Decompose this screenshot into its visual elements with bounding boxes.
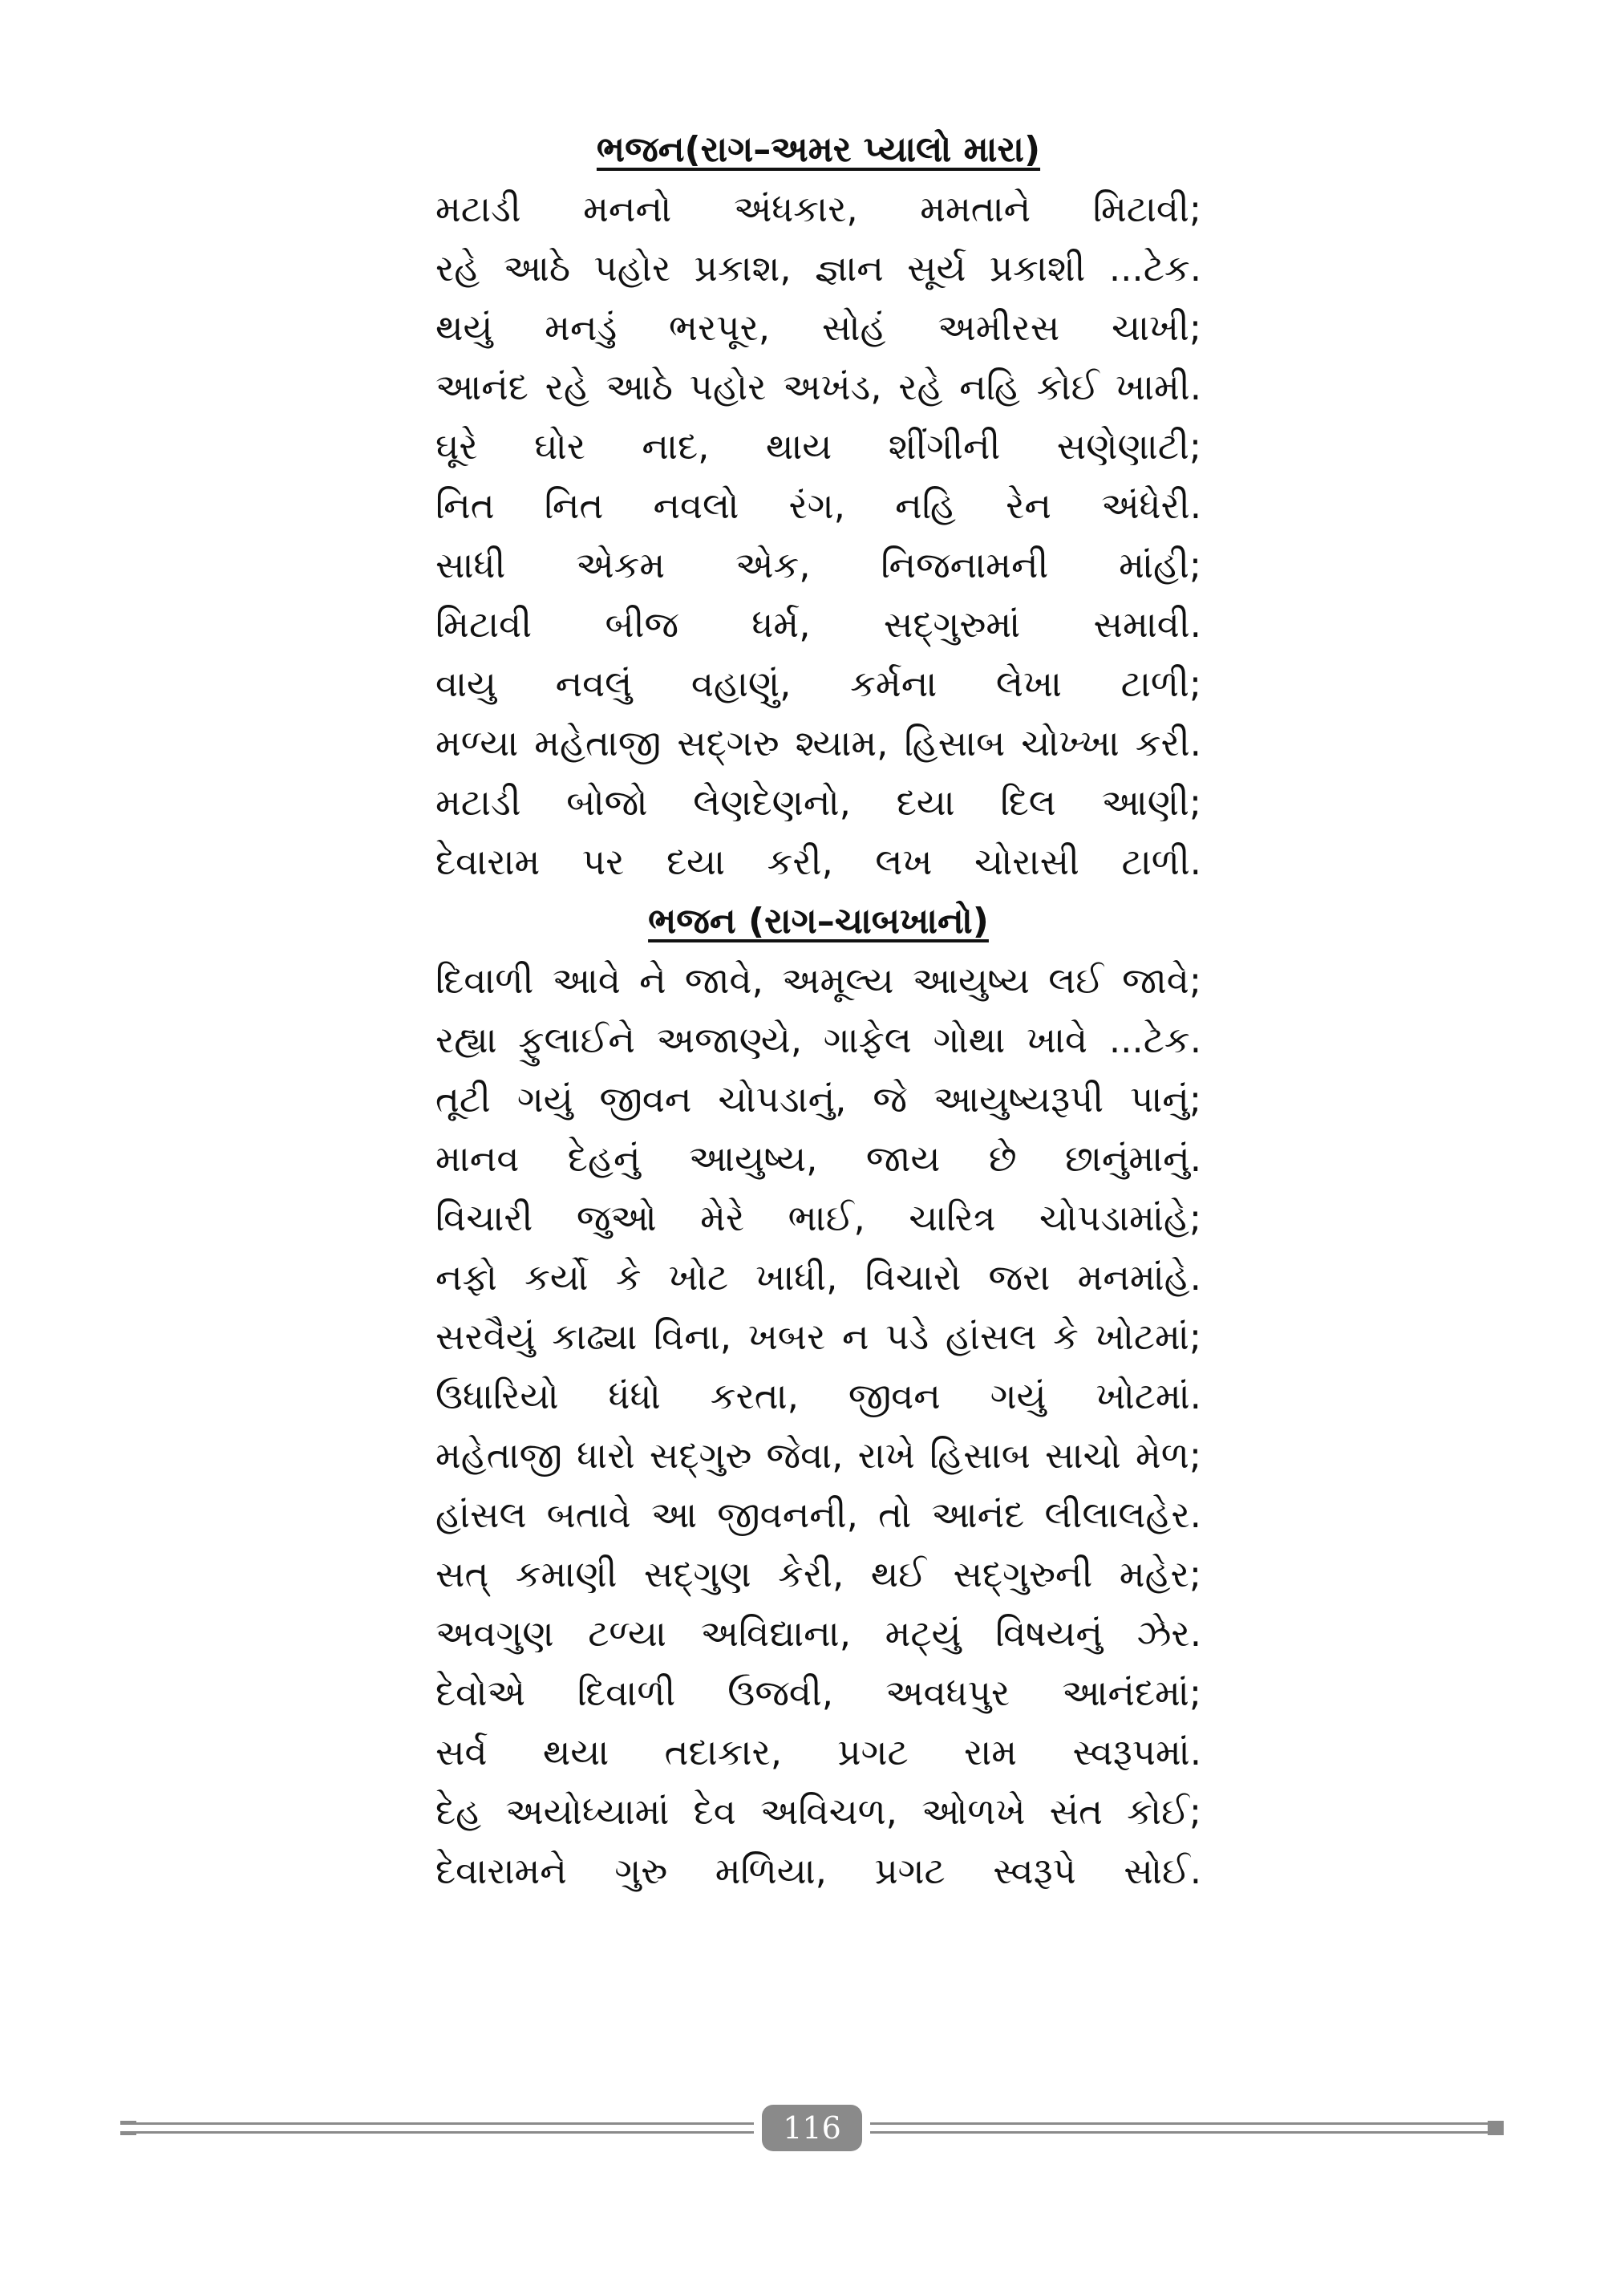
page-number: 116: [762, 2105, 862, 2151]
verse-line: ઉધારિયો ધંધો કરતા, જીવન ગયું ખોટમાં.: [435, 1375, 1201, 1417]
verse-line: દેવારામને ગુરુ મળિયા, પ્રગટ સ્વરૂપે સોઈ.: [435, 1850, 1201, 1892]
footer-rule-cap-right: [1488, 2121, 1504, 2135]
verse-line: દેહ અયોધ્યામાં દેવ અવિચળ, ઓળખે સંત કોઈ;: [435, 1790, 1201, 1833]
verse-line: હાંસલ બતાવે આ જીવનની, તો આનંદ લીલાલહેર.: [435, 1494, 1201, 1536]
verse-line: માનવ દેહનું આયુષ્ય, જાય છે છાનુંમાનું.: [435, 1137, 1201, 1180]
bhajan-1-verses: [435, 180, 1201, 892]
footer-rule-left: [120, 2122, 754, 2134]
verse-line: વાયુ નવલું વહાણું, કર્મના લેખા ટાળી;: [435, 663, 1201, 705]
verse-line: નફો કર્યો કે ખોટ ખાધી, વિચારો જરા મનમાંહે.: [435, 1256, 1201, 1299]
verse-line: દેવારામ પર દયા કરી, લખ ચોરાસી ટાળી.: [435, 841, 1201, 883]
verse-line: રહે આઠે પહોર પ્રકાશ, જ્ઞાન સૂર્ય પ્રકાશી ...ટેક.: [435, 247, 1201, 290]
verse-line: નિત નિત નવલો રંગ, નહિ રેન અંધેરી.: [435, 484, 1201, 527]
verse-line: સર્વ થયા તદાકાર, પ્રગટ રામ સ્વરૂપમાં.: [435, 1731, 1201, 1773]
page-footer: [120, 2102, 1504, 2150]
verse-line: મટાડી મનનો અંધકાર, મમતાને મિટાવી;: [435, 188, 1201, 230]
verse-line: સરવૈયું કાઢ્યા વિના, ખબર ન પડે હાંસલ કે ખોટમાં;: [435, 1315, 1201, 1358]
verse-line: રહ્યા ફુલાઈને અજાણ્યે, ગાફેલ ગોથા ખાવે ...ટેક.: [435, 1019, 1201, 1061]
verse-line: દિવાળી આવે ને જાવે, અમૂલ્ય આયુષ્ય લઈ જાવે;: [435, 959, 1201, 1002]
verse-line: તૂટી ગયું જીવન ચોપડાનું, જે આયુષ્યરૂપી પાનું;: [435, 1078, 1201, 1121]
verse-line: સાધી એકમ એક, નિજનામની માંહી;: [435, 544, 1201, 586]
bhajan-2-verses: [435, 951, 1201, 1901]
verse-line: મહેતાજી ધારો સદ્‌ગુરુ જેવા, રાખે હિસાબ સાચો મેળ;: [435, 1434, 1201, 1477]
bhajan-1-title: ભજન(રાગ–અમર પ્યાલો મારા): [596, 129, 1041, 170]
verse-line: મળ્યા મહેતાજી સદ્‌ગરુ શ્યામ, હિસાબ ચોખ્ખા કરી.: [435, 722, 1201, 764]
bhajan-2-title: ભજન (રાગ–ચાબખાનો): [648, 901, 989, 942]
verse-line: વિચારી જુઓ મેરે ભાઈ, ચારિત્ર ચોપડામાંહે;: [435, 1197, 1201, 1239]
verse-line: અવગુણ ટળ્યા અવિદ્યાના, મટ્યું વિષયનું ઝેર.: [435, 1612, 1201, 1655]
footer-rule-right: [870, 2122, 1504, 2134]
verse-line: ઘૂરે ઘોર નાદ, થાય શીંગીની સણેણાટી;: [435, 425, 1201, 468]
text-column: [435, 120, 1201, 1901]
verse-line: થયું મનડું ભરપૂર, સોહં અમીરસ ચાખી;: [435, 306, 1201, 349]
verse-line: આનંદ રહે આઠે પહોર અખંડ, રહે નહિ કોઈ ખામી.: [435, 366, 1201, 408]
verse-line: મિટાવી બીજ ધર્મ, સદ્‌ગુરુમાં સમાવી.: [435, 603, 1201, 646]
verse-line: સત્ કમાણી સદ્‌ગુણ કેરી, થઈ સદ્‌ગુરુની મહેર;: [435, 1553, 1201, 1595]
verse-line: દેવોએ દિવાળી ઉજવી, અવધપુર આનંદમાં;: [435, 1672, 1201, 1714]
verse-line: મટાડી બોજો લેણદેણનો, દયા દિલ આણી;: [435, 781, 1201, 824]
